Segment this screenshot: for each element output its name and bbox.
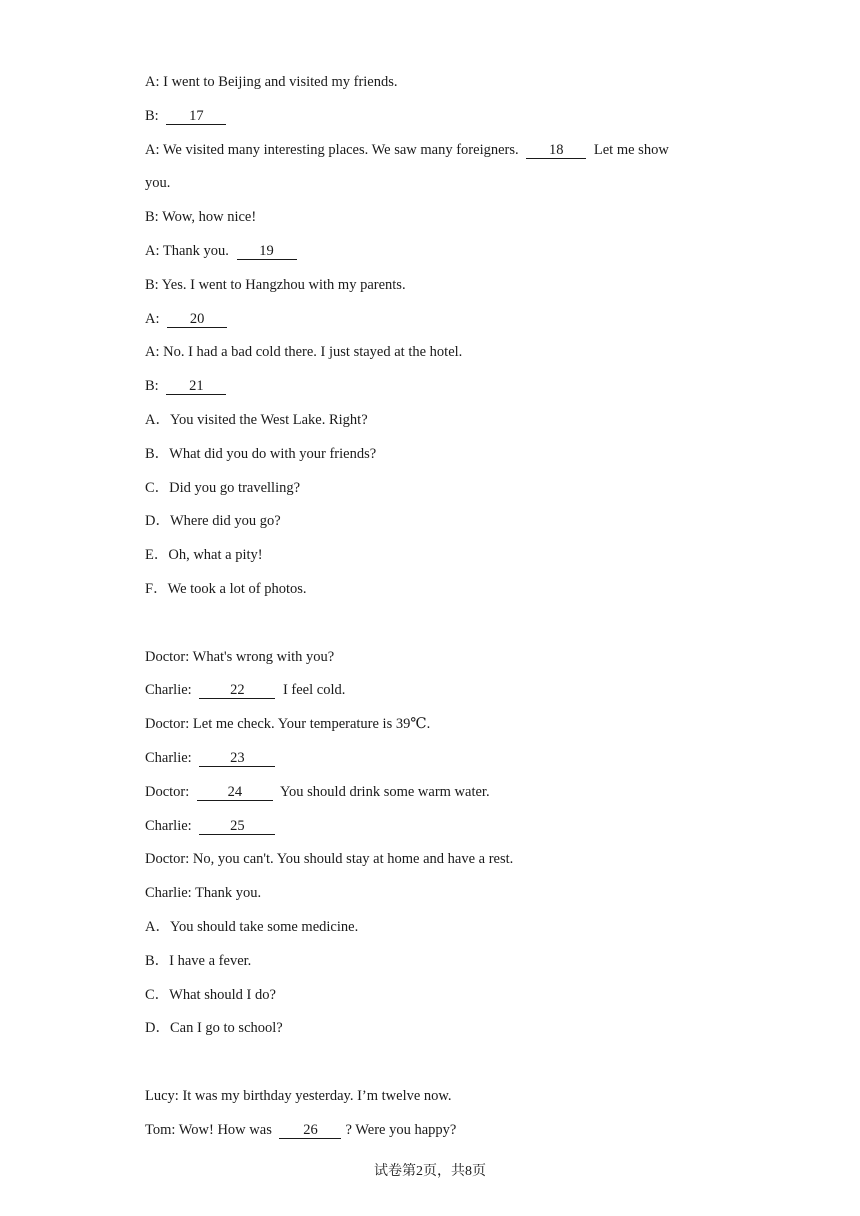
option-text: E．Oh, what a pity!	[145, 547, 263, 564]
option-item	[145, 984, 705, 1018]
dialogue-line	[145, 1119, 705, 1153]
speaker-label: B:	[145, 378, 159, 395]
answer-blank-20: 20	[167, 311, 227, 328]
dialogue-text: You should drink some warm water.	[280, 783, 490, 800]
dialogue-text: A: Thank you.	[145, 242, 229, 259]
page-footer: 试卷第2页，共8页	[374, 1164, 486, 1179]
option-text: F．We took a lot of photos.	[145, 580, 307, 597]
speaker-label: Doctor:	[145, 783, 190, 800]
dialogue-text: A: No. I had a bad cold there. I just stayed at the hotel.	[145, 344, 463, 361]
answer-blank-23: 23	[199, 750, 275, 767]
option-item	[145, 950, 705, 984]
option-item	[145, 477, 705, 511]
dialogue-line	[145, 172, 705, 206]
option-text: C．What should I do?	[145, 986, 276, 1003]
dialogue-line	[145, 747, 705, 781]
answer-blank-21: 21	[166, 378, 226, 395]
dialogue-text: Doctor: Let me check. Your temperature is 39℃.	[145, 716, 431, 733]
speaker-label: Charlie:	[145, 682, 192, 699]
dialogue-text: B: Yes. I went to Hangzhou with my parents.	[145, 276, 406, 293]
option-item	[145, 409, 705, 443]
dialogue-line	[145, 308, 705, 342]
dialogue-text: Doctor: What's wrong with you?	[145, 648, 335, 665]
option-item	[145, 510, 705, 544]
dialogue-line	[145, 375, 705, 409]
dialogue-text: you.	[145, 175, 171, 192]
option-text: C．Did you go travelling?	[145, 479, 301, 496]
dialogue-line	[145, 341, 705, 375]
dialogue-line	[145, 815, 705, 849]
option-item	[145, 578, 705, 612]
answer-blank-17: 17	[166, 108, 226, 125]
dialogue-text: Tom: Wow! How was	[145, 1121, 272, 1138]
exam-page-content	[145, 71, 705, 1153]
option-text: D．Can I go to school?	[145, 1020, 283, 1037]
option-item	[145, 443, 705, 477]
speaker-label: Charlie:	[145, 817, 192, 834]
option-text: B．I have a fever.	[145, 952, 252, 969]
section-gap	[145, 1051, 705, 1085]
dialogue-text: Doctor: No, you can't. You should stay at home and have a rest.	[145, 851, 514, 868]
speaker-label: B:	[145, 107, 159, 124]
dialogue-line	[145, 848, 705, 882]
dialogue-line	[145, 274, 705, 308]
option-text: B．What did you do with your friends?	[145, 445, 377, 462]
dialogue-line	[145, 882, 705, 916]
dialogue-text: A: I went to Beijing and visited my friends.	[145, 74, 398, 90]
speaker-label: A:	[145, 310, 160, 327]
option-item	[145, 544, 705, 578]
dialogue-line	[145, 71, 705, 105]
answer-blank-22: 22	[199, 682, 275, 699]
option-text: A．You should take some medicine.	[145, 918, 359, 935]
dialogue-line	[145, 781, 705, 815]
answer-blank-26: 26	[279, 1122, 341, 1139]
section-gap	[145, 612, 705, 646]
option-item	[145, 1017, 705, 1051]
dialogue-line	[145, 646, 705, 680]
dialogue-line	[145, 139, 705, 173]
dialogue-text: B: Wow, how nice!	[145, 209, 257, 226]
dialogue-line	[145, 1085, 705, 1119]
speaker-label: Charlie:	[145, 749, 192, 766]
answer-blank-24: 24	[197, 784, 273, 801]
dialogue-text: Lucy: It was my birthday yesterday. I’m twelve now.	[145, 1087, 452, 1104]
dialogue-text: Charlie: Thank you.	[145, 885, 262, 902]
dialogue-line	[145, 105, 705, 139]
dialogue-line	[145, 679, 705, 713]
dialogue-text: Let me show	[593, 141, 669, 158]
dialogue-line	[145, 206, 705, 240]
dialogue-text: A: We visited many interesting places. We saw many foreigners.	[145, 141, 519, 158]
option-text: D．Where did you go?	[145, 513, 281, 530]
answer-blank-25: 25	[199, 818, 275, 835]
dialogue-line	[145, 713, 705, 747]
dialogue-line	[145, 240, 705, 274]
dialogue-text: I feel cold.	[282, 682, 346, 699]
answer-blank-18: 18	[526, 142, 586, 159]
option-item	[145, 916, 705, 950]
answer-blank-19: 19	[237, 243, 297, 260]
option-text: A．You visited the West Lake. Right?	[145, 411, 368, 428]
dialogue-text: ? Were you happy?	[345, 1121, 457, 1138]
